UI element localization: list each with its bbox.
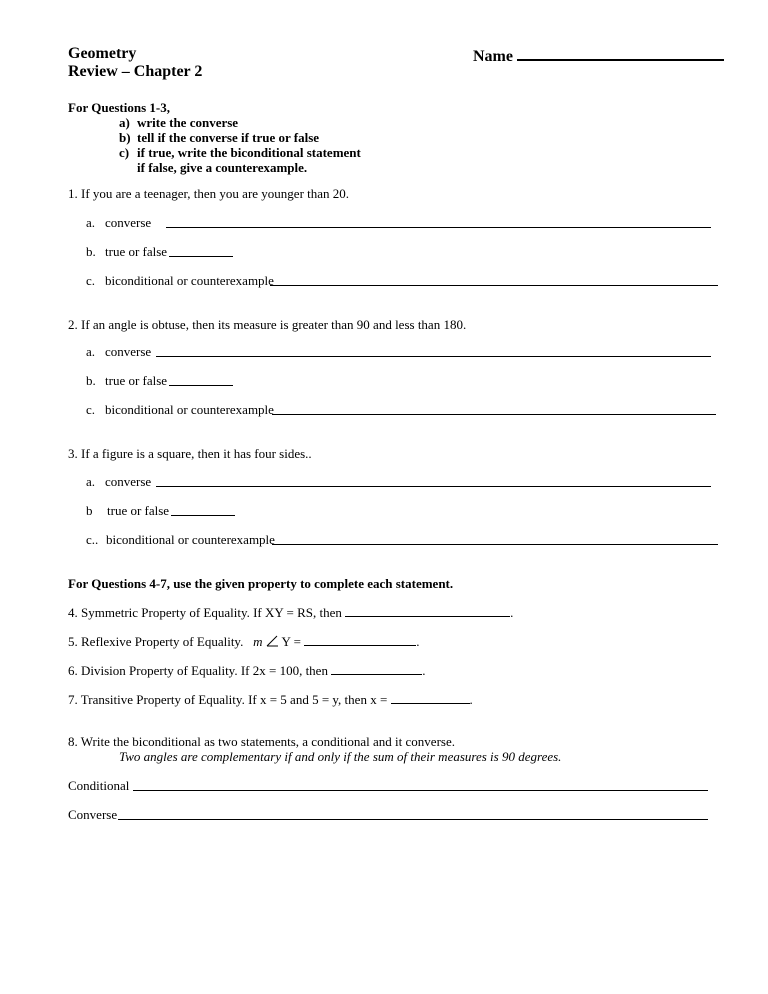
q3-part-a: a. converse [86,474,152,489]
conditional-label: Conditional [68,778,130,793]
question-8-stem: 8. Write the biconditional as two statements, a conditional and it converse. [68,734,455,749]
conditional-blank[interactable] [133,778,708,791]
converse-blank[interactable] [118,807,708,820]
instruction-a: a) write the converse [119,115,239,130]
q8-statement: Two angles are complementary if and only if the sum of their measures is 90 degrees. [119,749,562,764]
q3-part-b: b true or false [86,503,170,518]
q2-true-false-blank[interactable] [169,373,233,386]
q4-blank[interactable] [345,604,510,617]
section2-heading: For Questions 4-7, use the given property to complete each statement. [68,576,454,591]
q1-part-a: a. converse [86,215,152,230]
q3-part-c: c.. biconditional or counterexample [86,532,275,547]
page-title: Geometry [68,45,137,62]
q6-blank[interactable] [331,662,422,675]
q5-blank[interactable] [304,633,416,646]
page-subtitle: Review – Chapter 2 [68,63,203,80]
q2-part-a: a. converse [86,344,152,359]
q2-part-b: b. true or false [86,373,168,388]
converse-label: Converse [68,807,118,822]
q1-part-c: c. biconditional or counterexample [86,273,274,288]
instruction-c: c) if true, write the biconditional statement [119,145,361,160]
instruction-b: b) tell if the converse if true or false [119,130,320,145]
q1-biconditional-blank[interactable] [270,273,718,286]
q3-true-false-blank[interactable] [171,503,235,516]
q3-biconditional-blank[interactable] [272,532,718,545]
question-6: 6. Division Property of Equality. If 2x = 100, then . [68,663,426,678]
section1-intro: For Questions 1-3, [68,100,170,115]
q2-biconditional-blank[interactable] [272,402,716,415]
name-label: Name [473,48,513,65]
q3-converse-blank[interactable] [156,474,711,487]
q2-converse-blank[interactable] [156,344,711,357]
q2-part-c: c. biconditional or counterexample [86,402,274,417]
q1-converse-blank[interactable] [166,215,711,228]
question-7: 7. Transitive Property of Equality. If x = 5 and 5 = y, then x = . [68,692,473,707]
q1-part-b: b. true or false [86,244,168,259]
q7-blank[interactable] [391,691,470,704]
question-4: 4. Symmetric Property of Equality. If XY = RS, then . [68,605,514,620]
question-5: 5. Reflexive Property of Equality. m Y = . [68,634,420,649]
question-1-stem: 1. If you are a teenager, then you are younger than 20. [68,186,350,201]
instruction-c-line2: if false, give a counterexample. [137,160,308,175]
angle-icon [266,635,279,647]
name-field[interactable] [473,45,724,66]
name-blank[interactable] [517,45,724,61]
question-2-stem: 2. If an angle is obtuse, then its measure is greater than 90 and less than 180. [68,317,467,332]
q1-true-false-blank[interactable] [169,244,233,257]
question-3-stem: 3. If a figure is a square, then it has four sides.. [68,446,312,461]
